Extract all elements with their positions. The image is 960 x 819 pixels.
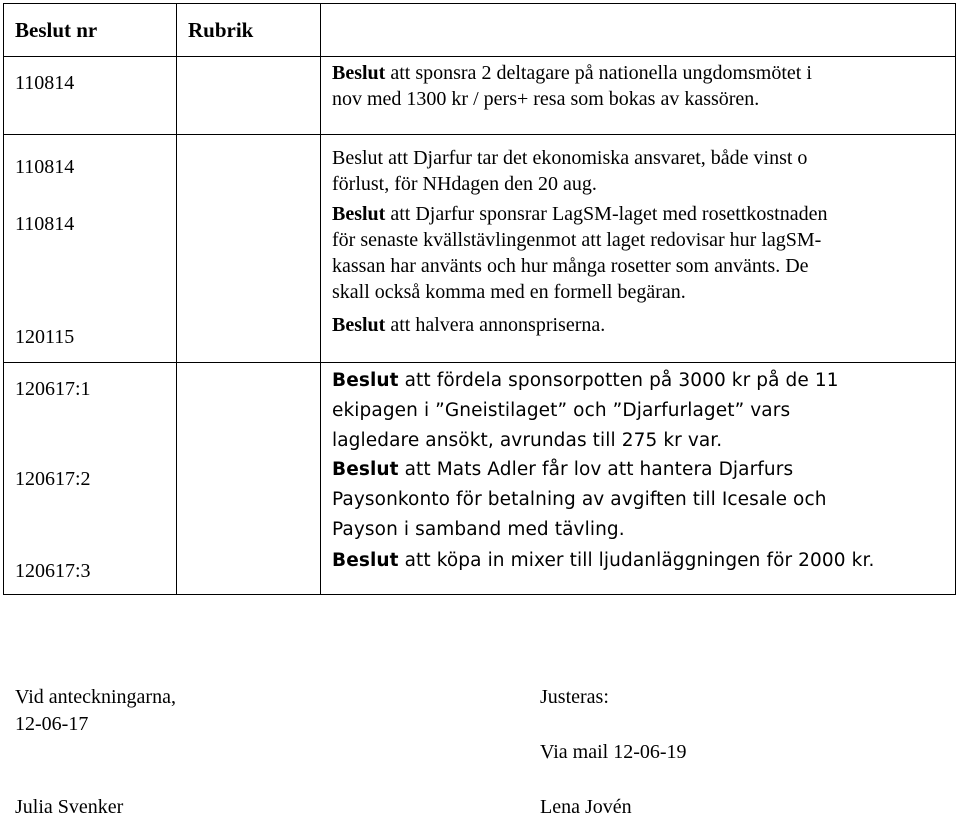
- footer-right-note: Via mail 12-06-19: [540, 741, 687, 763]
- decision-line: ekipagen i ”Gneistilaget” och ”Djarfurlaget” vars: [332, 400, 791, 421]
- decision-number: 120115: [15, 326, 75, 348]
- decision-line: skall också komma med en formell begäran.: [332, 281, 686, 303]
- decision-text: [332, 60, 812, 112]
- column-divider-1: [176, 3, 177, 595]
- decision-line: Payson i samband med tävling.: [332, 519, 625, 540]
- decision-text: [332, 455, 827, 545]
- decision-number: 120617:3: [15, 560, 91, 582]
- decision-line: Beslut att Djarfur sponsrar LagSM-laget med rosettkostnaden: [332, 203, 828, 225]
- header-decision-number: Beslut nr: [15, 18, 98, 42]
- header-row-divider: [3, 56, 956, 57]
- header-heading: Rubrik: [188, 18, 254, 42]
- decision-line: Beslut att Mats Adler får lov att hantera Djarfurs: [332, 459, 794, 480]
- decision-lead: Beslut: [332, 459, 399, 480]
- decision-number: 110814: [15, 156, 75, 178]
- decision-lead: Beslut: [332, 62, 386, 84]
- decision-text: [332, 201, 827, 305]
- decision-line: nov med 1300 kr / pers+ resa som bokas av kassören.: [332, 88, 760, 110]
- decision-text: [332, 366, 839, 456]
- decision-lead: Beslut: [332, 370, 399, 391]
- decision-line: för senaste kvällstävlingenmot att laget redovisar hur lagSM-: [332, 229, 822, 251]
- decision-text: [332, 145, 807, 197]
- footer-right-name: Lena Jovén: [540, 796, 632, 818]
- decision-number: 120617:2: [15, 468, 91, 490]
- decision-line: förlust, för NHdagen den 20 aug.: [332, 173, 597, 195]
- decision-line: Beslut att halvera annonspriserna.: [332, 314, 606, 336]
- footer-left-label: Vid anteckningarna,: [15, 686, 176, 708]
- row-divider-1: [3, 134, 956, 135]
- footer-left-name: Julia Svenker: [15, 796, 124, 818]
- footer-right-label: Justeras:: [540, 686, 609, 708]
- column-divider-2: [320, 3, 321, 595]
- decision-text: [332, 546, 874, 576]
- decision-number: 110814: [15, 213, 75, 235]
- row-divider-2: [3, 362, 956, 363]
- decision-line: Beslut att köpa in mixer till ljudanläggningen för 2000 kr.: [332, 550, 875, 571]
- decision-lead: Beslut: [332, 203, 386, 225]
- decision-number: 110814: [15, 72, 75, 94]
- decision-line: Beslut att sponsra 2 deltagare på nationella ungdomsmötet i: [332, 62, 812, 84]
- footer-left-date: 12-06-17: [15, 713, 89, 735]
- decision-line: Paysonkonto för betalning av avgiften till Icesale och: [332, 489, 827, 510]
- decision-line: Beslut att Djarfur tar det ekonomiska ansvaret, både vinst o: [332, 147, 808, 169]
- decision-line: lagledare ansökt, avrundas till 275 kr var.: [332, 430, 723, 451]
- decision-lead: Beslut: [332, 550, 399, 571]
- decision-number: 120617:1: [15, 378, 91, 400]
- decision-lead: Beslut: [332, 314, 386, 336]
- decision-line: kassan har använts och hur många rosetter som använts. De: [332, 255, 809, 277]
- decision-text: [332, 312, 605, 338]
- decision-line: Beslut att fördela sponsorpotten på 3000 kr på de 11: [332, 370, 839, 391]
